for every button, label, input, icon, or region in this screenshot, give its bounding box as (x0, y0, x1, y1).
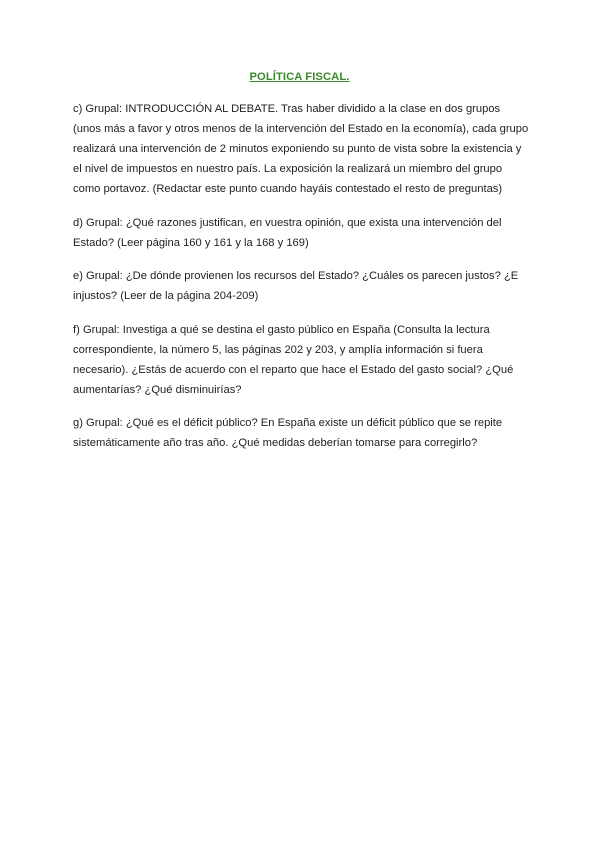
document-body (73, 99, 529, 467)
paragraph-line: correspondiente, la número 5, las páginas 202 y 203, y amplía información si fuera (73, 343, 483, 356)
paragraph-line: injustos? (Leer de la página 204-209) (73, 290, 259, 302)
paragraph-line: (unos más a favor y otros menos de la intervención del Estado en la economía), cada grupo (73, 123, 529, 135)
paragraph-line: c) Grupal: INTRODUCCIÓN AL DEBATE. Tras haber dividido a la clase en dos grupos (73, 103, 501, 115)
paragraph-line: e) Grupal: ¿De dónde provienen los recursos del Estado? ¿Cuáles os parecen justos? ¿E (73, 270, 519, 282)
paragraph-line: sistemáticamente año tras año. ¿Qué medidas deberían tomarse para corregirlo? (73, 437, 478, 449)
paragraph-c (73, 99, 529, 199)
paragraph-line: d) Grupal: ¿Qué razones justifican, en vuestra opinión, que exista una intervención del (73, 216, 502, 229)
paragraph-f (73, 320, 529, 400)
paragraph-line: el nivel de impuestos en nuestro país. La exposición la realizará un miembro del grupo (73, 163, 503, 175)
paragraph-e (73, 266, 529, 306)
paragraph-line: como portavoz. (Redactar este punto cuando hayáis contestado el resto de preguntas) (73, 183, 503, 195)
paragraph-line: aumentarías? ¿Qué disminuirías? (73, 383, 242, 396)
paragraph-line: realizará una intervención de 2 minutos exponiendo su punto de vista sobre la existencia y (73, 143, 522, 155)
paragraph-d (73, 213, 529, 253)
paragraph-g (73, 413, 529, 453)
paragraph-line: f) Grupal: Investiga a qué se destina el gasto público en España (Consulta la lectura (73, 323, 490, 336)
paragraph-line: g) Grupal: ¿Qué es el déficit público? En España existe un déficit público que se repite (73, 417, 503, 429)
page-title: POLÍTICA FISCAL. (249, 71, 350, 83)
paragraph-line: necesario). ¿Estás de acuerdo con el reparto que hace el Estado del gasto social? ¿Qué (73, 363, 514, 376)
paragraph-line: Estado? (Leer página 160 y 161 y la 168 y 169) (73, 236, 309, 249)
